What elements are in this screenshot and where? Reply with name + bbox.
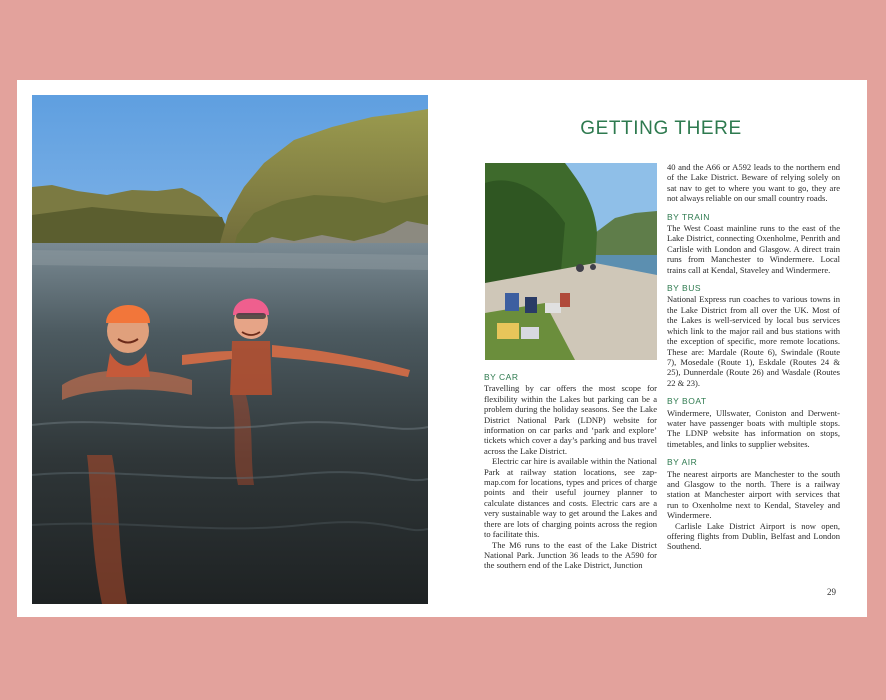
car-paragraph-2: Electric car hire is available within the National Park at railway station locations, see zap-map.com for locations, types and prices of charge points and their useful journey planner to calculate distances and costs. Electric cars are a very sustainable way to get around the Lakes and there are lots of charging points across the region to facilitate this. bbox=[484, 456, 657, 540]
section-heading-car: BY CAR bbox=[484, 372, 519, 382]
section-heading-bus: BY BUS bbox=[667, 283, 702, 294]
air-paragraph-2: Carlisle Lake District Airport is now open, offering flights from Dublin, Belfast and London Southend. bbox=[667, 520, 840, 552]
section-heading-air: BY AIR bbox=[667, 457, 698, 468]
page-heading: GETTING THERE bbox=[580, 118, 742, 139]
boat-paragraph: Windermere, Ullswater, Coniston and Derwent-water have passenger boats with multiple stops. The LDNP website has information on stops, timetables, and links to supplier websites. bbox=[667, 407, 840, 449]
train-paragraph: The West Coast mainline runs to the east of the Lake District, connecting Oxenholme, Penrith and Carlisle with London and Glasgow. A direct train runs from Manchester to Windermere. Local trains call at Kendal, Staveley and Windermere. bbox=[667, 223, 840, 275]
car-paragraph-1: Travelling by car offers the most scope for flexibility within the Lakes but parking can be a problem during the holiday seasons. See the Lake District National Park (LDNP) website for information on car parks and ‘park and explore’ tickets which cover a day’s parking and bus travel across the Lake District. bbox=[484, 383, 657, 456]
bus-paragraph: National Express run coaches to various towns in the Lake District from all over the UK. Most of the Lakes is well-serviced by local bus services which link to the major rail and bus stations with the exception of specific, more remote locations. These are: Mardale (Route 6), Swindale (Route 7), Mosedale (Route 1), Eskdale (Routes 24 & 25), Dunnerdale (Route 26) and Wasdale (Routes 22 & 23). bbox=[667, 294, 840, 388]
car-paragraph-3-continued: 40 and the A66 or A592 leads to the northern end of the Lake District. Beware of relying solely on sat nav to get to where you want to go, they are not always reliable on our small country roads. bbox=[667, 162, 840, 204]
air-paragraph-1: The nearest airports are Manchester to the south and Glasgow to the north. There is a railway station at Manchester airport with services that run to Oxenholme next to Kendal, Staveley and Windermere. bbox=[667, 468, 840, 521]
section-heading-boat: BY BOAT bbox=[667, 396, 707, 407]
section-heading-train: BY TRAIN bbox=[667, 211, 710, 222]
book-spread bbox=[17, 80, 867, 617]
text-column-right bbox=[667, 162, 840, 552]
page-number: 29 bbox=[827, 587, 836, 597]
text-column-left bbox=[484, 372, 657, 571]
photo-picnic-lakeshore bbox=[485, 163, 657, 360]
photo-swimmers bbox=[32, 95, 428, 604]
car-paragraph-3: The M6 runs to the east of the Lake District National Park. Junction 36 leads to the A590 for the southern end of the Lake District, Junction bbox=[484, 539, 657, 571]
